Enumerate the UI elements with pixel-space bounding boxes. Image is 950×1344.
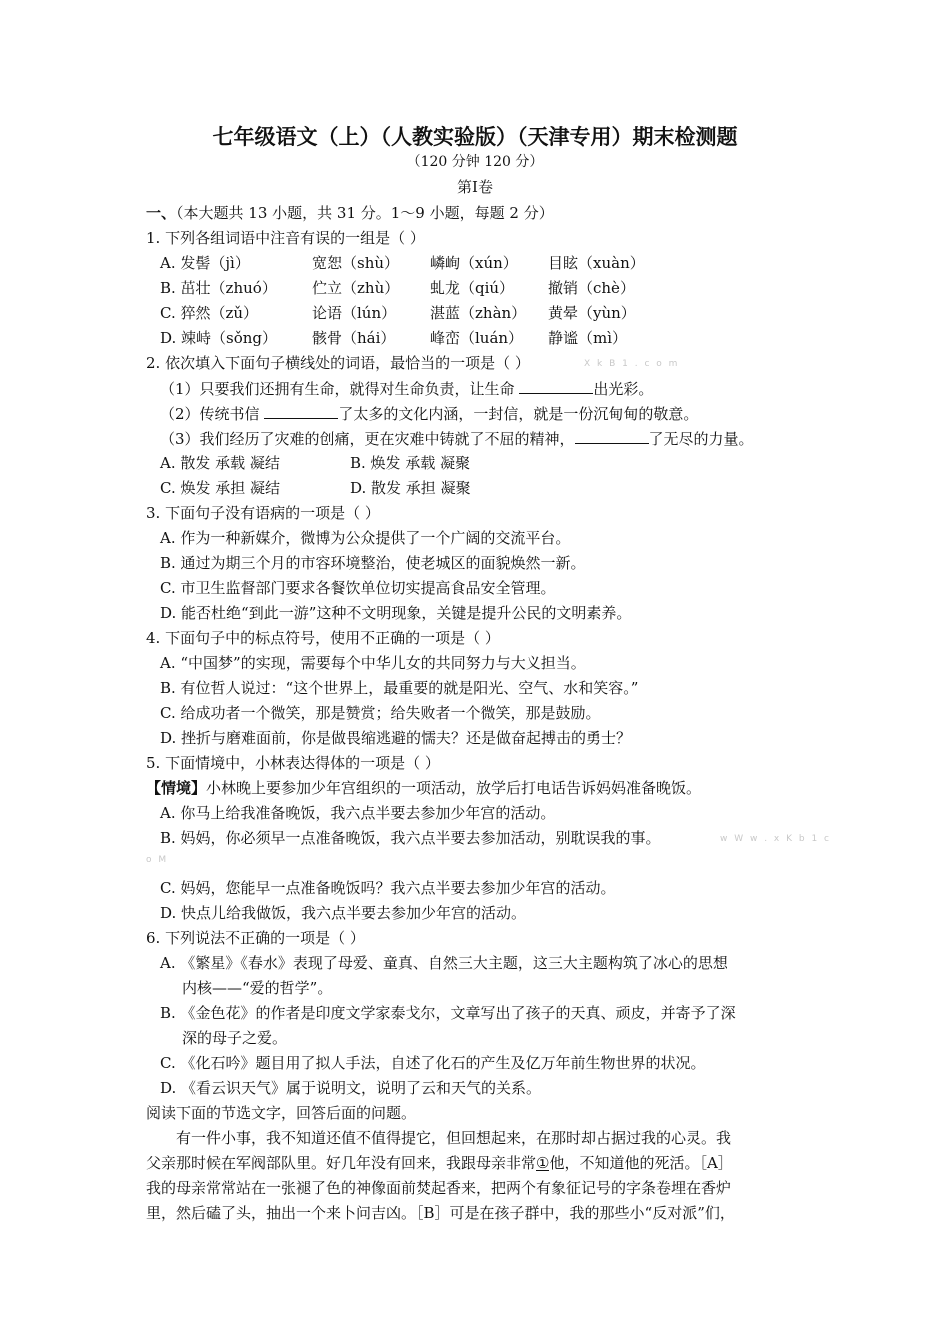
question-6-option-c: C. 《化石吟》题目用了拟人手法，自述了化石的产生及亿万年前生物世界的状况。 — [160, 1054, 706, 1072]
watermark-text: w W w . x K b 1 c — [720, 834, 831, 844]
option-word: 湛蓝（zhàn） — [430, 304, 527, 322]
option-word: C. 猝然（zǔ） — [160, 304, 259, 322]
option-text: C. 焕发 承担 凝结 — [160, 479, 281, 497]
sentence-text: （1）只要我们还拥有生命，就得对生命负责，让生命 — [160, 380, 520, 398]
option-word: 宽恕（shù） — [312, 254, 400, 272]
exam-duration-score: （120 分钟 120 分） — [406, 154, 544, 170]
option-word: 虬龙（qiú） — [430, 279, 515, 297]
question-6-stem: 6. 下列说法不正确的一项是（ ） — [146, 929, 365, 947]
reading-intro: 阅读下面的节选文字，回答后面的问题。 — [146, 1104, 417, 1122]
question-5-option-b: B. 妈妈，你必须早一点准备晚饭，我六点半要去参加活动，别耽误我的事。 — [160, 829, 661, 847]
question-2-sentence-1 — [160, 378, 653, 399]
passage-line: 我的母亲常常站在一张褪了色的神像面前焚起香来，把两个有象征记号的字条卷埋在香炉 — [146, 1179, 732, 1197]
situation-label: 【情境】 — [146, 779, 207, 797]
situation-text: 小林晚上要参加少年宫组织的一项活动，放学后打电话告诉妈妈准备晚饭。 — [206, 779, 702, 797]
sentence-text: 了太多的文化内涵，一封信，就是一份沉甸甸的敬意。 — [338, 405, 699, 423]
question-4-option-c: C. 给成功者一个微笑，那是赞赏；给失败者一个微笑，那是鼓励。 — [160, 704, 601, 722]
question-2-sentence-3 — [160, 428, 754, 449]
question-5-option-a: A. 你马上给我准备晚饭，我六点半要去参加少年宫的活动。 — [160, 804, 556, 822]
question-2-options-ab — [160, 453, 470, 473]
passage-line: 里，然后磕了头，抽出一个来卜问吉凶。［B］可是在孩子群中，我的那些小“反对派”们， — [146, 1204, 735, 1222]
option-word: B. 茁壮（zhuó） — [160, 279, 277, 297]
question-5-option-c: C. 妈妈，您能早一点准备晚饭吗？我六点半要去参加少年宫的活动。 — [160, 879, 616, 897]
passage-line — [146, 1153, 733, 1173]
question-4-option-a: A. “中国梦”的实现，需要每个中华儿女的共同努力与大义担当。 — [160, 654, 586, 672]
option-word: 伫立（zhù） — [312, 279, 400, 297]
option-text: A. 散发 承载 凝结 — [160, 454, 280, 472]
option-text: B. 焕发 承载 凝聚 — [350, 454, 471, 472]
question-1-option-a — [160, 253, 645, 273]
question-6-option-a-line-2: 内核——“爱的哲学”。 — [182, 979, 333, 997]
option-word: 峰峦（luán） — [430, 329, 524, 347]
question-3-option-a: A. 作为一种新媒介，微博为公众提供了一个广阔的交流平台。 — [160, 529, 571, 547]
option-word: 目眩（xuàn） — [548, 254, 645, 272]
passage-text: 他，不知道他的死活。［A］ — [549, 1154, 733, 1172]
option-word: 撤销（chè） — [548, 279, 635, 297]
question-5-stem: 5. 下面情境中，小林表达得体的一项是（ ） — [146, 754, 440, 772]
question-6-option-b-line-1: B. 《金色花》的作者是印度文学家泰戈尔，文章写出了孩子的天真、顽皮，并寄予了深 — [160, 1004, 736, 1022]
option-word: 论语（lún） — [312, 304, 397, 322]
question-6-option-a-line-1: A. 《繁星》《春水》表现了母爱、童真、自然三大主题，这三大主题构筑了冰心的思想 — [160, 954, 728, 972]
option-text: D. 散发 承担 凝聚 — [350, 479, 471, 497]
blank-line — [519, 378, 593, 394]
option-word: D. 竦峙（sǒng） — [160, 329, 278, 347]
question-1-option-c — [160, 303, 636, 323]
question-6-option-d: D. 《看云识天气》属于说明文，说明了云和天气的关系。 — [160, 1079, 542, 1097]
option-word: 嶙峋（xún） — [430, 254, 518, 272]
question-3-option-d: D. 能否杜绝“到此一游”这种不文明现象，关键是提升公民的文明素养。 — [160, 604, 632, 622]
question-1-option-b — [160, 278, 635, 298]
blank-line — [575, 428, 649, 444]
blank-line — [264, 403, 338, 419]
question-4-stem: 4. 下面句子中的标点符号，使用不正确的一项是（ ） — [146, 629, 500, 647]
passage-text: 父亲那时候在军阀部队里。好几年没有回来，我跟母亲非常 — [146, 1154, 537, 1172]
question-2-stem: 2. 依次填入下面句子横线处的词语，最恰当的一项是（ ） — [146, 354, 530, 372]
section-number: 一、 — [146, 204, 177, 222]
passage-blank-marker: ① — [536, 1154, 550, 1172]
sentence-text: （3）我们经历了灾难的创痛，更在灾难中铸就了不屈的精神， — [160, 430, 575, 448]
sentence-text: 出光彩。 — [593, 380, 654, 398]
question-3-stem: 3. 下面句子没有语病的一项是（ ） — [146, 504, 380, 522]
volume-label: 第Ⅰ卷 — [457, 178, 493, 196]
section-heading — [146, 203, 554, 223]
question-3-option-c: C. 市卫生监督部门要求各餐饮单位切实提高食品安全管理。 — [160, 579, 556, 597]
watermark-text: X k B 1 . c o m — [584, 359, 680, 369]
question-1-stem: 1. 下列各组词语中注音有误的一组是（ ） — [146, 229, 425, 247]
question-2-options-cd — [160, 478, 471, 498]
sentence-text: 了无尽的力量。 — [648, 430, 754, 448]
passage-line: 有一件小事，我不知道还值不值得提它，但回想起来，在那时却占据过我的心灵。我 — [176, 1129, 732, 1147]
option-word: 黄晕（yùn） — [548, 304, 636, 322]
option-word: 骸骨（hái） — [312, 329, 396, 347]
question-5-situation — [146, 778, 701, 798]
question-3-option-b: B. 通过为期三个月的市容环境整治，使老城区的面貌焕然一新。 — [160, 554, 586, 572]
option-word: A. 发髻（jì） — [160, 254, 250, 272]
question-4-option-b: B. 有位哲人说过：“这个世界上，最重要的就是阳光、空气、水和笑容。” — [160, 679, 639, 697]
question-6-option-b-line-2: 深的母子之爱。 — [182, 1029, 288, 1047]
sentence-text: （2）传统书信 — [160, 405, 265, 423]
section-description: （本大题共 13 小题，共 31 分。1～9 小题，每题 2 分） — [176, 204, 554, 222]
page-title: 七年级语文（上）（人教实验版）（天津专用）期末检测题 — [212, 124, 738, 149]
option-word: 静谧（mì） — [548, 329, 628, 347]
question-1-option-d — [160, 328, 627, 348]
watermark-text: o M — [146, 855, 169, 865]
question-4-option-d: D. 挫折与磨难面前，你是做畏缩逃避的懦夫？还是做奋起搏击的勇士？ — [160, 729, 632, 747]
question-5-option-d: D. 快点儿给我做饭，我六点半要去参加少年宫的活动。 — [160, 904, 527, 922]
question-2-sentence-2 — [160, 403, 698, 424]
